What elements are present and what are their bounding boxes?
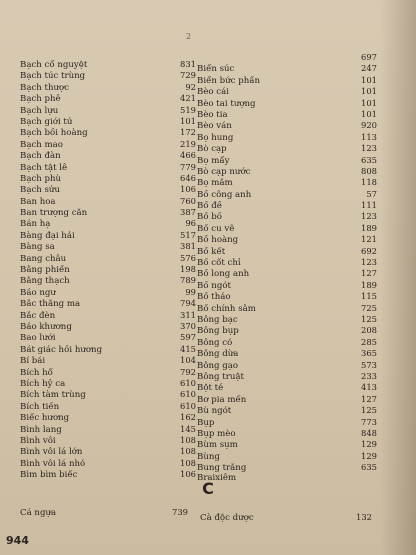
entry-page: 219 xyxy=(180,138,196,149)
entry-page: 848 xyxy=(361,427,377,438)
entry-page: 198 xyxy=(180,264,196,275)
index-entry xyxy=(20,105,196,116)
entry-term: Bạch phù xyxy=(20,173,62,184)
index-entry xyxy=(20,424,196,435)
entry-page: 108 xyxy=(180,434,196,445)
index-entry xyxy=(20,435,196,446)
entry-term: Bung trắng xyxy=(197,463,247,474)
entry-term: Bạch bồi hoàng xyxy=(20,128,88,139)
entry-term: Bích tàm trùng xyxy=(20,390,86,401)
entry-page: 208 xyxy=(361,325,377,336)
entry-term: Bích hổ xyxy=(20,367,53,378)
entry-page: 519 xyxy=(180,104,196,115)
index-entry xyxy=(20,412,196,423)
entry-page: 610 xyxy=(180,389,196,400)
index-entry xyxy=(20,507,188,518)
index-entry xyxy=(197,314,377,325)
index-entry xyxy=(197,325,377,336)
entry-page: 635 xyxy=(361,154,377,165)
index-entry xyxy=(20,184,196,195)
entry-page: 132 xyxy=(356,512,372,522)
index-entry xyxy=(20,241,196,252)
index-entry xyxy=(197,234,377,245)
entry-term: Bồ kết xyxy=(197,246,226,257)
index-entry xyxy=(197,75,377,86)
entry-term: Bồ bồ xyxy=(197,212,223,223)
entry-page: 57 xyxy=(366,188,377,199)
entry-term: Bèo cái xyxy=(197,87,229,98)
index-entry xyxy=(197,428,377,439)
entry-term: Bồ long anh xyxy=(197,269,250,280)
index-entry xyxy=(20,355,196,366)
entry-term: Bọ mắm xyxy=(197,178,233,189)
entry-term: Biếc hương xyxy=(20,413,70,424)
entry-page: 101 xyxy=(361,108,377,119)
index-entry xyxy=(197,189,377,200)
entry-term: Bạch mao xyxy=(20,139,63,150)
entry-term: Bèo tai tượng xyxy=(197,98,256,109)
entry-page: 739 xyxy=(172,507,188,517)
entry-term: Bàng sa xyxy=(20,242,55,253)
index-entry xyxy=(20,139,196,150)
entry-page: 101 xyxy=(180,115,196,126)
index-entry xyxy=(197,211,377,222)
entry-page: 111 xyxy=(361,200,377,211)
entry-page: 760 xyxy=(180,195,196,206)
index-entry xyxy=(20,218,196,229)
entry-page: 162 xyxy=(180,412,196,423)
entry-term: Ban trượng căn xyxy=(20,208,88,219)
entry-page: 725 xyxy=(361,302,377,313)
entry-page: 127 xyxy=(361,268,377,279)
entry-term: Bí bái xyxy=(20,356,46,367)
entry-page: 233 xyxy=(361,370,377,381)
entry-page: 573 xyxy=(361,359,377,370)
entry-term: Bồ cốt chỉ xyxy=(197,258,241,269)
entry-term: Bồ chính sâm xyxy=(197,303,256,314)
entry-term: Bò cạp xyxy=(197,144,227,155)
entry-term: Biển bức phấn xyxy=(197,75,261,86)
entry-term: Bồ công anh xyxy=(197,189,252,200)
entry-page: 311 xyxy=(180,309,196,320)
index-entry xyxy=(20,127,196,138)
index-entry xyxy=(20,310,196,321)
entry-term: Bọ hung xyxy=(197,132,234,143)
entry-page: 808 xyxy=(361,165,377,176)
entry-page: 597 xyxy=(180,332,196,343)
entry-term: Bạch túc trùng xyxy=(20,71,86,82)
entry-page: 415 xyxy=(180,343,196,354)
entry-term: Bằng thạch xyxy=(20,276,70,287)
entry-term: Bạch phê xyxy=(20,94,61,105)
entry-term: Bù ngót xyxy=(197,406,232,417)
entry-page: 381 xyxy=(180,241,196,252)
entry-term: Bắc thăng ma xyxy=(20,299,81,310)
entry-term: Bích tiền xyxy=(20,401,60,412)
entry-term: Bạch đàn xyxy=(20,151,61,162)
entry-term: Bàng đại hải xyxy=(20,230,75,241)
entry-page: 108 xyxy=(180,446,196,457)
index-entry xyxy=(197,291,377,302)
index-entry xyxy=(197,257,377,268)
entry-term: Bơ pia mến xyxy=(197,394,247,405)
index-entry xyxy=(197,280,377,291)
entry-page: 123 xyxy=(361,257,377,268)
index-entry xyxy=(197,155,377,166)
entry-page: 729 xyxy=(180,70,196,81)
entry-page: 635 xyxy=(361,462,377,473)
entry-page: 129 xyxy=(361,439,377,450)
index-entry xyxy=(197,337,377,348)
page-number: 944 xyxy=(6,534,29,547)
entry-page: 189 xyxy=(361,222,377,233)
index-entry xyxy=(20,298,196,309)
entry-term: Braixiêm xyxy=(197,473,237,484)
index-entry xyxy=(20,162,196,173)
index-entry xyxy=(197,223,377,234)
index-entry xyxy=(20,82,196,93)
entry-term: Bụp xyxy=(197,417,215,428)
index-entry xyxy=(20,59,196,70)
entry-term: Biển súc xyxy=(197,64,235,75)
entry-page: 692 xyxy=(361,245,377,256)
index-entry xyxy=(197,132,377,143)
entry-term: Ban hoa xyxy=(20,196,56,207)
entry-term: Bồ thảo xyxy=(197,292,231,303)
index-entry xyxy=(20,93,196,104)
entry-term: Bạch giới tử xyxy=(20,116,73,127)
entry-term: Bán hạ xyxy=(20,219,51,230)
entry-page: 129 xyxy=(361,450,377,461)
entry-term: Cá ngựa xyxy=(20,508,57,518)
entry-page: 831 xyxy=(180,59,196,69)
index-entry xyxy=(197,109,377,120)
entry-page: 792 xyxy=(180,366,196,377)
index-entry xyxy=(20,378,196,389)
entry-page: 697 xyxy=(361,52,377,62)
entry-term: Bùm sụm xyxy=(197,440,238,451)
index-entry xyxy=(197,394,377,405)
index-entry xyxy=(20,116,196,127)
index-entry xyxy=(20,150,196,161)
index-entry xyxy=(20,446,196,457)
entry-page: 113 xyxy=(361,131,377,142)
entry-page: 106 xyxy=(180,184,196,195)
entry-page: 127 xyxy=(361,393,377,404)
index-entry xyxy=(20,275,196,286)
index-entry xyxy=(197,177,377,188)
index-entry xyxy=(197,268,377,279)
entry-term: Bông dừa xyxy=(197,349,239,360)
entry-page: 576 xyxy=(180,252,196,263)
index-entry xyxy=(20,287,196,298)
entry-page: 172 xyxy=(180,127,196,138)
index-entry xyxy=(197,303,377,314)
entry-page: 115 xyxy=(361,291,377,302)
index-entry xyxy=(197,98,377,109)
entry-term: Bình vôi lá nhỏ xyxy=(20,458,86,469)
entry-page: 101 xyxy=(361,86,377,97)
entry-page: 104 xyxy=(180,355,196,366)
entry-term: Bột tẻ xyxy=(197,383,224,394)
index-entry xyxy=(20,70,196,81)
entry-term: Bạch lựu xyxy=(20,105,59,116)
index-entry xyxy=(20,367,196,378)
index-entry xyxy=(197,360,377,371)
entry-term: Bông bụp xyxy=(197,326,239,337)
entry-term: Bọ mẩy xyxy=(197,155,230,166)
entry-page: 285 xyxy=(361,336,377,347)
index-entry xyxy=(197,86,377,97)
entry-page: 106 xyxy=(180,469,196,480)
entry-term: Bạch cổ nguyệt xyxy=(20,60,88,70)
index-entry xyxy=(197,462,377,473)
entry-page: 92 xyxy=(185,81,196,92)
entry-page: 121 xyxy=(361,234,377,245)
entry-term: Bằng phiến xyxy=(20,265,70,276)
entry-page: 123 xyxy=(361,211,377,222)
index-entry xyxy=(20,253,196,264)
section-heading: C xyxy=(202,479,214,498)
index-entry xyxy=(20,401,196,412)
entry-term: Bò cạp nước xyxy=(197,166,251,177)
entry-term: Bang châu xyxy=(20,253,67,264)
entry-page: 773 xyxy=(361,416,377,427)
index-entry xyxy=(197,200,377,211)
entry-term: Bạch sửu xyxy=(20,185,60,196)
index-entry xyxy=(197,143,377,154)
index-entry xyxy=(197,451,377,462)
entry-page: 370 xyxy=(180,320,196,331)
index-entry xyxy=(200,512,372,523)
entry-term: Bình vôi xyxy=(20,435,56,446)
entry-term: Bông bạc xyxy=(197,314,238,325)
index-entry xyxy=(197,63,377,74)
entry-page: 610 xyxy=(180,400,196,411)
entry-page: 794 xyxy=(180,298,196,309)
entry-term: Bình lang xyxy=(20,424,62,435)
entry-term: Bồ ngót xyxy=(197,280,231,291)
entry-page: 610 xyxy=(180,377,196,388)
index-entry xyxy=(20,264,196,275)
entry-page: 779 xyxy=(180,161,196,172)
entry-page: 123 xyxy=(361,143,377,154)
entry-term: Bao lưới xyxy=(20,333,56,344)
index-entry xyxy=(197,382,377,393)
index-entry xyxy=(197,52,377,63)
entry-term: Cà độc dược xyxy=(200,513,254,523)
index-entry xyxy=(197,120,377,131)
index-entry xyxy=(20,344,196,355)
index-entry xyxy=(197,405,377,416)
index-entry xyxy=(20,230,196,241)
entry-page: 421 xyxy=(180,93,196,104)
entry-page: 101 xyxy=(361,74,377,85)
entry-term: Bìm bìm biếc xyxy=(20,470,78,481)
entry-page: 517 xyxy=(180,229,196,240)
entry-term: Bát giác hồi hương xyxy=(20,344,103,355)
index-entry xyxy=(20,389,196,400)
entry-term: Bèo ván xyxy=(197,121,232,132)
entry-page: 125 xyxy=(361,405,377,416)
entry-term: Bạch thược xyxy=(20,82,70,93)
index-entry xyxy=(20,196,196,207)
entry-page: 96 xyxy=(185,218,196,229)
entry-term: Bèo tia xyxy=(197,109,228,120)
entry-page: 125 xyxy=(361,313,377,324)
entry-term: Bảo ngư xyxy=(20,287,56,298)
index-entry xyxy=(197,417,377,428)
entry-page: 413 xyxy=(361,382,377,393)
entry-page: 789 xyxy=(180,275,196,286)
entry-page: 365 xyxy=(361,348,377,359)
entry-term: Bồ đề xyxy=(197,201,223,212)
entry-term: Bụp mèo xyxy=(197,428,236,439)
index-column-left xyxy=(20,59,196,480)
index-column-right xyxy=(197,52,377,485)
entry-term: Bắc đèn xyxy=(20,310,56,321)
entry-page: 118 xyxy=(361,177,377,188)
entry-term: Bông cỏ xyxy=(197,337,233,348)
index-entry xyxy=(20,321,196,332)
entry-page: 387 xyxy=(180,207,196,218)
index-entry xyxy=(20,207,196,218)
index-entry xyxy=(20,173,196,184)
entry-page: 108 xyxy=(180,457,196,468)
index-entry xyxy=(197,246,377,257)
index-entry xyxy=(197,371,377,382)
index-entry xyxy=(197,439,377,450)
entry-term: Bồ cu vẽ xyxy=(197,223,235,234)
index-entry xyxy=(197,348,377,359)
entry-page: 247 xyxy=(361,63,377,74)
entry-term: Bùng xyxy=(197,451,220,462)
entry-term: Bình vôi lá lớn xyxy=(20,447,83,458)
entry-page: 189 xyxy=(361,279,377,290)
entry-page: 145 xyxy=(180,423,196,434)
entry-term: Bảo khương xyxy=(20,321,72,332)
page-shadow xyxy=(380,0,416,555)
entry-page: 466 xyxy=(180,150,196,161)
index-entry xyxy=(20,332,196,343)
entry-page: 920 xyxy=(361,120,377,131)
index-entry xyxy=(20,458,196,469)
entry-page: 99 xyxy=(185,286,196,297)
entry-term: Bồ hoàng xyxy=(197,235,239,246)
entry-page: 101 xyxy=(361,97,377,108)
index-entry xyxy=(197,166,377,177)
entry-page: 646 xyxy=(180,172,196,183)
entry-term: Bích hỷ ca xyxy=(20,378,66,389)
page-top-mark: 2 xyxy=(186,32,192,41)
entry-term: Bạch tật lê xyxy=(20,162,68,173)
entry-term: Bông truật xyxy=(197,371,244,382)
entry-term: Bông gạo xyxy=(197,360,239,371)
